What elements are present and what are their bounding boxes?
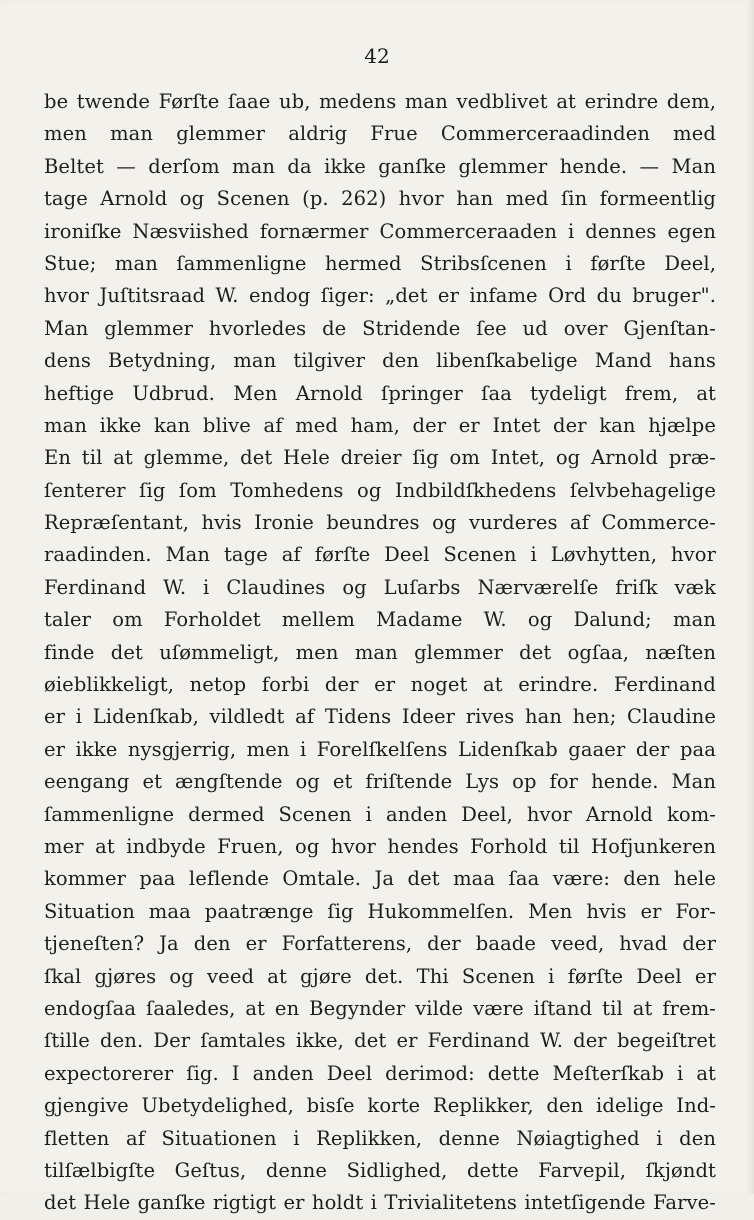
- text-line: endogſaa ſaaledes, at en Begynder vilde være iſtand til at frem-: [44, 996, 716, 1020]
- text-line: mer at indbyde Fruen, og hvor hendes Forhold til Hofjunkeren: [44, 834, 716, 858]
- text-line: Repræſentant, hvis Ironie beundres og vurderes af Commerce-: [44, 511, 716, 535]
- text-line: raadinden. Man tage af førſte Deel Scenen i Løvhytten, hvor: [44, 543, 716, 567]
- text-line: ſtille den. Der ſamtales ikke, det er Ferdinand W. der begeiſtret: [44, 1029, 716, 1053]
- text-line: eengang et ængſtende og et friſtende Lys op for hende. Man: [44, 770, 716, 794]
- text-line: tage Arnold og Scenen (p. 262) hvor han med ſin formeentlig: [44, 187, 716, 211]
- text-line: gjengive Ubetydelighed, bisſe korte Replikker, den idelige Ind-: [44, 1094, 716, 1118]
- text-line: hvor Juſtitsraad W. endog ſiger: „det er infame Ord du bruger".: [44, 284, 716, 308]
- text-line: tjeneſten? Ja den er Forfatterens, der baade veed, hvad der: [44, 932, 716, 956]
- text-line: man ikke kan blive af med ham, der er Intet der kan hjælpe: [44, 413, 716, 437]
- text-line: dens Betydning, man tilgiver den libenſkabelige Mand hans: [44, 349, 716, 373]
- text-line: ſenterer ſig ſom Tomhedens og Indbildſkhedens ſelvbehagelige: [44, 478, 716, 502]
- text-line: øieblikkeligt, netop forbi der er noget at erindre. Ferdinand: [44, 673, 716, 697]
- text-line: finde det uſømmeligt, men man glemmer det ogſaa, næſten: [44, 640, 716, 664]
- text-line: Situation maa paatrænge ſig Hukommelſen. Men hvis er For-: [44, 899, 716, 923]
- text-line: En til at glemme, det Hele dreier ſig om Intet, og Arnold præ-: [44, 446, 716, 470]
- text-line: Stue; man ſammenligne hermed Stribsſcenen i førſte Deel,: [44, 251, 716, 275]
- text-line: ſammenligne dermed Scenen i anden Deel, hvor Arnold kom-: [44, 802, 716, 826]
- text-line: Beltet — derſom man da ikke ganſke glemmer hende. — Man: [44, 154, 716, 178]
- text-line: ironiſke Næsviished fornærmer Commerceraaden i dennes egen: [44, 219, 716, 243]
- text-line: kommer paa leflende Omtale. Ja det maa ſaa være: den hele: [44, 867, 716, 891]
- text-line: det Hele ganſke rigtigt er holdt i Trivialitetens intetſigende Farve-: [44, 1191, 716, 1215]
- text-line: heftige Udbrud. Men Arnold ſpringer ſaa tydeligt frem, at: [44, 381, 716, 405]
- text-line: expectorerer ſig. I anden Deel derimod: dette Meſterſkab i at: [44, 1061, 716, 1085]
- text-line: er ikke nysgjerrig, men i Forelſkelſens Lidenſkab gaaer der paa: [44, 737, 716, 761]
- text-line: be twende Førſte ſaae ub, medens man vedblivet at erindre dem,: [44, 90, 716, 113]
- text-line: Ferdinand W. i Claudines og Luſarbs Nærværelſe friſk væk: [44, 575, 716, 599]
- text-line: taler om Forholdet mellem Madame W. og Dalund; man: [44, 608, 716, 632]
- page-edge-shadow: [746, 0, 754, 1194]
- body-text: [44, 86, 716, 1220]
- text-line: fletten af Situationen i Replikken, denne Nøiagtighed i den: [44, 1126, 716, 1150]
- text-line: tilſælbigſte Geſtus, denne Sidlighed, dette Farvepil, ſkjøndt: [44, 1158, 716, 1182]
- page-number: 42: [364, 44, 390, 68]
- text-line: er i Lidenſkab, vildledt af Tidens Ideer rives han hen; Claudine: [44, 705, 716, 729]
- text-line: ſkal gjøres og veed at gjøre det. Thi Scenen i førſte Deel er: [44, 964, 716, 988]
- text-line: men man glemmer aldrig Frue Commerceraadinden med: [44, 122, 716, 146]
- text-line: Man glemmer hvorledes de Stridende ſee ud over Gjenſtan-: [44, 316, 716, 340]
